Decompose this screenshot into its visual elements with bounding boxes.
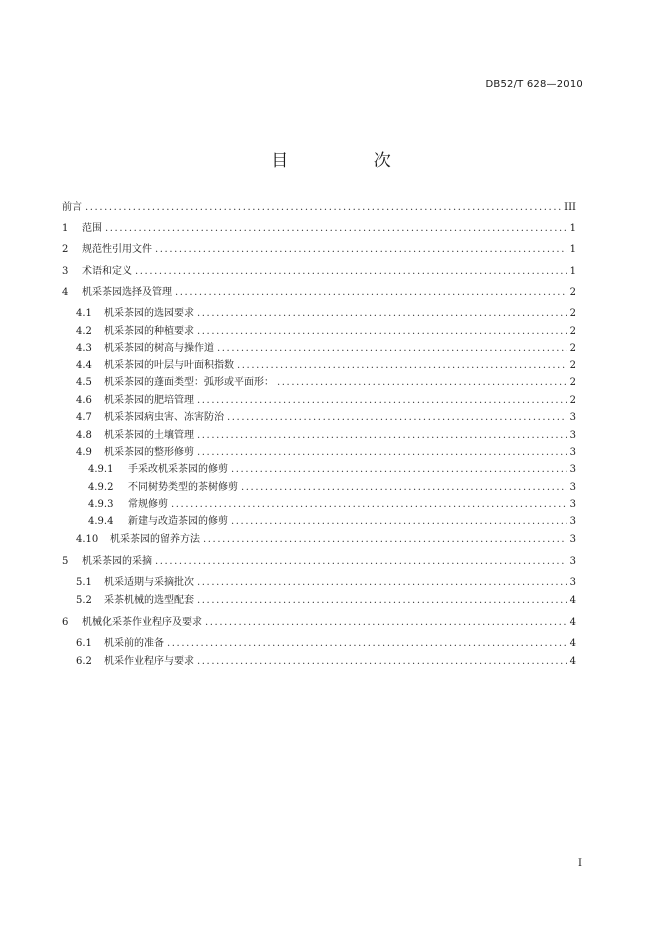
toc-entry-page: 1 [569, 244, 576, 255]
toc-entry[interactable] [88, 515, 576, 529]
toc-entry-page: 3 [569, 516, 576, 527]
toc-entry-number: 3 [62, 266, 69, 277]
toc-entry[interactable] [76, 307, 576, 321]
toc-entry-label: 不同树势类型的茶树修剪 [128, 482, 238, 493]
toc-entry-page: 2 [569, 377, 576, 388]
toc-entry-number: 5.2 [76, 595, 92, 606]
toc-entry-page: 2 [569, 308, 576, 319]
toc-entry-label: 机采前的准备 [104, 638, 164, 649]
toc-entry-page: III [564, 202, 576, 213]
toc-entry-label: 机采茶园的留养方法 [110, 534, 200, 545]
toc-entry-page: 3 [569, 464, 576, 475]
toc-entry[interactable] [88, 498, 576, 512]
toc-entry[interactable] [76, 594, 576, 608]
toc-entry[interactable] [76, 655, 576, 669]
toc-entry[interactable] [88, 463, 576, 477]
toc-entry[interactable] [76, 429, 576, 443]
toc-entry-number: 4.7 [76, 412, 92, 423]
toc-leader-dots [175, 286, 567, 300]
toc-entry[interactable] [76, 533, 576, 547]
toc-leader-dots [155, 243, 567, 257]
toc-leader-dots [197, 655, 567, 669]
toc-leader-dots [85, 201, 561, 215]
toc-entry-label: 术语和定义 [82, 266, 132, 277]
toc-entry-label: 手采改机采茶园的修剪 [128, 464, 228, 475]
toc-leader-dots [277, 376, 567, 390]
toc-entry-label: 前言 [62, 202, 82, 213]
toc-entry-page: 3 [569, 534, 576, 545]
toc-entry-number: 4.10 [76, 534, 99, 545]
toc-entry-number: 4.9 [76, 447, 92, 458]
toc-leader-dots [231, 463, 567, 477]
toc-entry-label: 机采茶园的选园要求 [104, 308, 194, 319]
toc-leader-dots [241, 481, 567, 495]
toc-entry-label: 机采茶园选择及管理 [82, 287, 172, 298]
toc-entry[interactable] [76, 411, 576, 425]
toc-entry[interactable] [88, 481, 576, 495]
toc-entry-label: 机采茶园的肥培管理 [104, 395, 194, 406]
footer-page-number: I [578, 858, 582, 869]
toc-entry[interactable] [76, 394, 576, 408]
toc-entry-number: 4.9.1 [88, 464, 114, 475]
toc-leader-dots [203, 533, 567, 547]
toc-leader-dots [231, 515, 567, 529]
toc-leader-dots [197, 394, 567, 408]
toc-entry-page: 1 [569, 223, 576, 234]
toc-entry[interactable] [76, 376, 576, 390]
toc-leader-dots [217, 342, 567, 356]
toc-title: 目 次 [271, 151, 431, 171]
toc-leader-dots [237, 359, 567, 373]
toc-leader-dots [197, 429, 567, 443]
toc-leader-dots [197, 325, 567, 339]
toc-entry-number: 4.8 [76, 430, 92, 441]
toc-entry-label: 机采茶园的采摘 [82, 556, 152, 567]
toc-entry-page: 2 [569, 326, 576, 337]
toc-entry-label: 规范性引用文件 [82, 244, 152, 255]
toc-entry[interactable] [62, 222, 576, 236]
toc-leader-dots [171, 498, 567, 512]
toc-entry-page: 3 [569, 577, 576, 588]
toc-entry-page: 2 [569, 343, 576, 354]
toc-entry-label: 机采茶园的土壤管理 [104, 430, 194, 441]
toc-leader-dots [155, 555, 567, 569]
toc-entry-number: 4.2 [76, 326, 92, 337]
toc-entry[interactable] [62, 555, 576, 569]
toc-entry[interactable] [76, 446, 576, 460]
toc-entry-page: 2 [569, 287, 576, 298]
toc-entry-page: 4 [569, 656, 576, 667]
toc-entry-number: 6 [62, 617, 69, 628]
toc-entry-number: 4.5 [76, 377, 92, 388]
toc-entry[interactable] [62, 265, 576, 279]
toc-leader-dots [197, 594, 567, 608]
toc-entry-number: 6.2 [76, 656, 92, 667]
toc-entry-page: 3 [569, 447, 576, 458]
toc-entry-page: 3 [569, 412, 576, 423]
toc-entry-page: 1 [569, 266, 576, 277]
toc-entry[interactable] [76, 342, 576, 356]
toc-entry-label: 机采茶园的整形修剪 [104, 447, 194, 458]
toc-entry-page: 4 [569, 638, 576, 649]
toc-entry-page: 4 [569, 595, 576, 606]
toc-entry-number: 5 [62, 556, 69, 567]
toc-entry[interactable] [76, 637, 576, 651]
toc-entry-label: 机采茶园的叶层与叶面积指数 [104, 360, 234, 371]
toc-entry-label: 机采茶园的种植要求 [104, 326, 194, 337]
toc-entry-page: 2 [569, 395, 576, 406]
toc-entry-label: 范围 [82, 223, 102, 234]
toc-entry-number: 4.4 [76, 360, 92, 371]
toc-entry-label: 机械化采茶作业程序及要求 [82, 617, 202, 628]
toc-leader-dots [205, 616, 567, 630]
toc-entry[interactable] [76, 359, 576, 373]
toc-leader-dots [105, 222, 567, 236]
toc-entry-page: 3 [569, 430, 576, 441]
toc-entry-number: 4.9.2 [88, 482, 114, 493]
toc-leader-dots [197, 307, 567, 321]
toc-entry[interactable] [76, 325, 576, 339]
toc-leader-dots [227, 411, 567, 425]
toc-entry-label: 机采茶园病虫害、冻害防治 [104, 412, 224, 423]
toc-entry-page: 3 [569, 556, 576, 567]
toc-entry[interactable] [76, 576, 576, 590]
toc-leader-dots [167, 637, 567, 651]
toc-entry-number: 4.9.3 [88, 499, 114, 510]
toc-leader-dots [135, 265, 567, 279]
toc-entry-number: 1 [62, 223, 69, 234]
toc-entry-label: 采茶机械的选型配套 [104, 595, 194, 606]
toc-entry-number: 4 [62, 287, 69, 298]
toc-entry-label: 机采茶园的蓬面类型：弧形或平面形： [104, 377, 274, 388]
toc-entry[interactable] [62, 243, 576, 257]
toc-entry-number: 4.3 [76, 343, 92, 354]
toc-leader-dots [197, 576, 567, 590]
toc-entry-page: 4 [569, 617, 576, 628]
toc-entry-page: 3 [569, 482, 576, 493]
document-code: DB52/T 628—2010 [485, 79, 583, 90]
toc-entry-page: 2 [569, 360, 576, 371]
toc-entry[interactable] [62, 201, 576, 215]
toc-entry-label: 机采茶园的树高与操作道 [104, 343, 214, 354]
toc-entry-label: 新建与改造茶园的修剪 [128, 516, 228, 527]
toc-entry[interactable] [62, 616, 576, 630]
toc-entry-label: 常规修剪 [128, 499, 168, 510]
toc-entry-label: 机采适期与采摘批次 [104, 577, 194, 588]
toc-entry-number: 2 [62, 244, 69, 255]
toc-entry-number: 5.1 [76, 577, 92, 588]
toc-entry-number: 4.6 [76, 395, 92, 406]
toc-entry-number: 4.9.4 [88, 516, 114, 527]
toc-leader-dots [197, 446, 567, 460]
toc-entry-page: 3 [569, 499, 576, 510]
toc-entry-number: 6.1 [76, 638, 92, 649]
toc-entry-number: 4.1 [76, 308, 92, 319]
toc-entry[interactable] [62, 286, 576, 300]
toc-entry-label: 机采作业程序与要求 [104, 656, 194, 667]
